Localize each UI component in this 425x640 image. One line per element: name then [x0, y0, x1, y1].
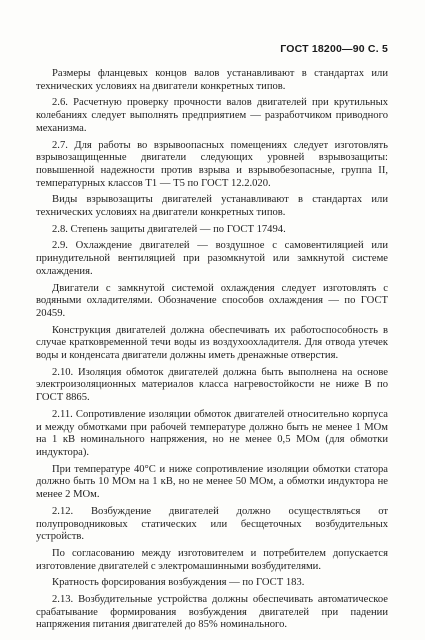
paragraph: 2.12. Возбуждение двигателей должно осуществляться от полупроводниковых статических или бесщеточных возбудительных устройств. — [36, 505, 388, 543]
paragraph: Размеры фланцевых концов валов устанавливают в стандартах или технических условиях на двигатели конкретных типов. — [36, 68, 388, 92]
paragraph: По согласованию между изготовителем и потребителем допускается изготовление двигателей с электромашинными возбудителями. — [36, 547, 388, 572]
paragraph: 2.10. Изоляция обмоток двигателей должна быть выполнена на основе электроизоляционных материалов класса нагревостойкости не ниже В по ГОСТ 8865. — [36, 366, 388, 404]
paragraph: Конструкция двигателей должна обеспечивать их работоспособность в случае кратковременной течи воды из воздухоохладителя. Для отвода утечек воды и конденсата двигатели должны иметь дренажные отверстия. — [36, 324, 388, 362]
page-header: ГОСТ 18200—90 С. 5 — [280, 43, 388, 55]
paragraph: Двигатели с замкнутой системой охлаждения следует изготовлять с водяными охладителями. Обозначение способов охлаждения — по ГОСТ 20459. — [36, 282, 388, 319]
paragraph: 2.13. Возбудительные устройства должны обеспечивать автоматическое срабатывание формирования возбуждения двигателей при падении напряжения питания двигателей до 85% номинального. — [36, 594, 388, 631]
paragraph: 2.6. Расчетную проверку прочности валов двигателей при крутильных колебаниях следует выполнять предприятием — разработчиком приводного механизма. — [36, 97, 388, 134]
paragraph: Виды взрывозащиты двигателей устанавливают в стандартах или технических условиях на двигатели конкретных типов. — [36, 194, 388, 219]
paragraph: 2.7. Для работы во взрывоопасных помещениях следует изготовлять взрывозащищенные двигатели следующих уровней взрывозащиты: повышенной надежности против взрыва и взрывобезопасные, группа II, температурных классов Т1 — Т5 по ГОСТ 12.2.020. — [36, 139, 388, 189]
paragraph: Кратность форсирования возбуждения — по ГОСТ 183. — [52, 577, 305, 589]
paragraph: 2.9. Охлаждение двигателей — воздушное с самовентиляцией или принудительной вентиляцией при разомкнутой или замкнутой системе охлаждения. — [36, 240, 388, 277]
paragraph: При температуре 40°С и ниже сопротивление изоляции обмотки статора должно быть 10 МОм на 1 кВ, но не менее 50 МОм, а обмотки индуктора не менее 2 МОм. — [36, 463, 388, 501]
paragraph: 2.8. Степень защиты двигателей — по ГОСТ 17494. — [52, 223, 286, 235]
document-body — [36, 68, 388, 636]
paragraph: 2.11. Сопротивление изоляции обмоток двигателей относительно корпуса и между обмотками при рабочей температуре должно быть не менее 1 МОм на 1 кВ номинального напряжения, но не менее 0,5 МОм (для обмотки индуктора). — [36, 408, 388, 458]
